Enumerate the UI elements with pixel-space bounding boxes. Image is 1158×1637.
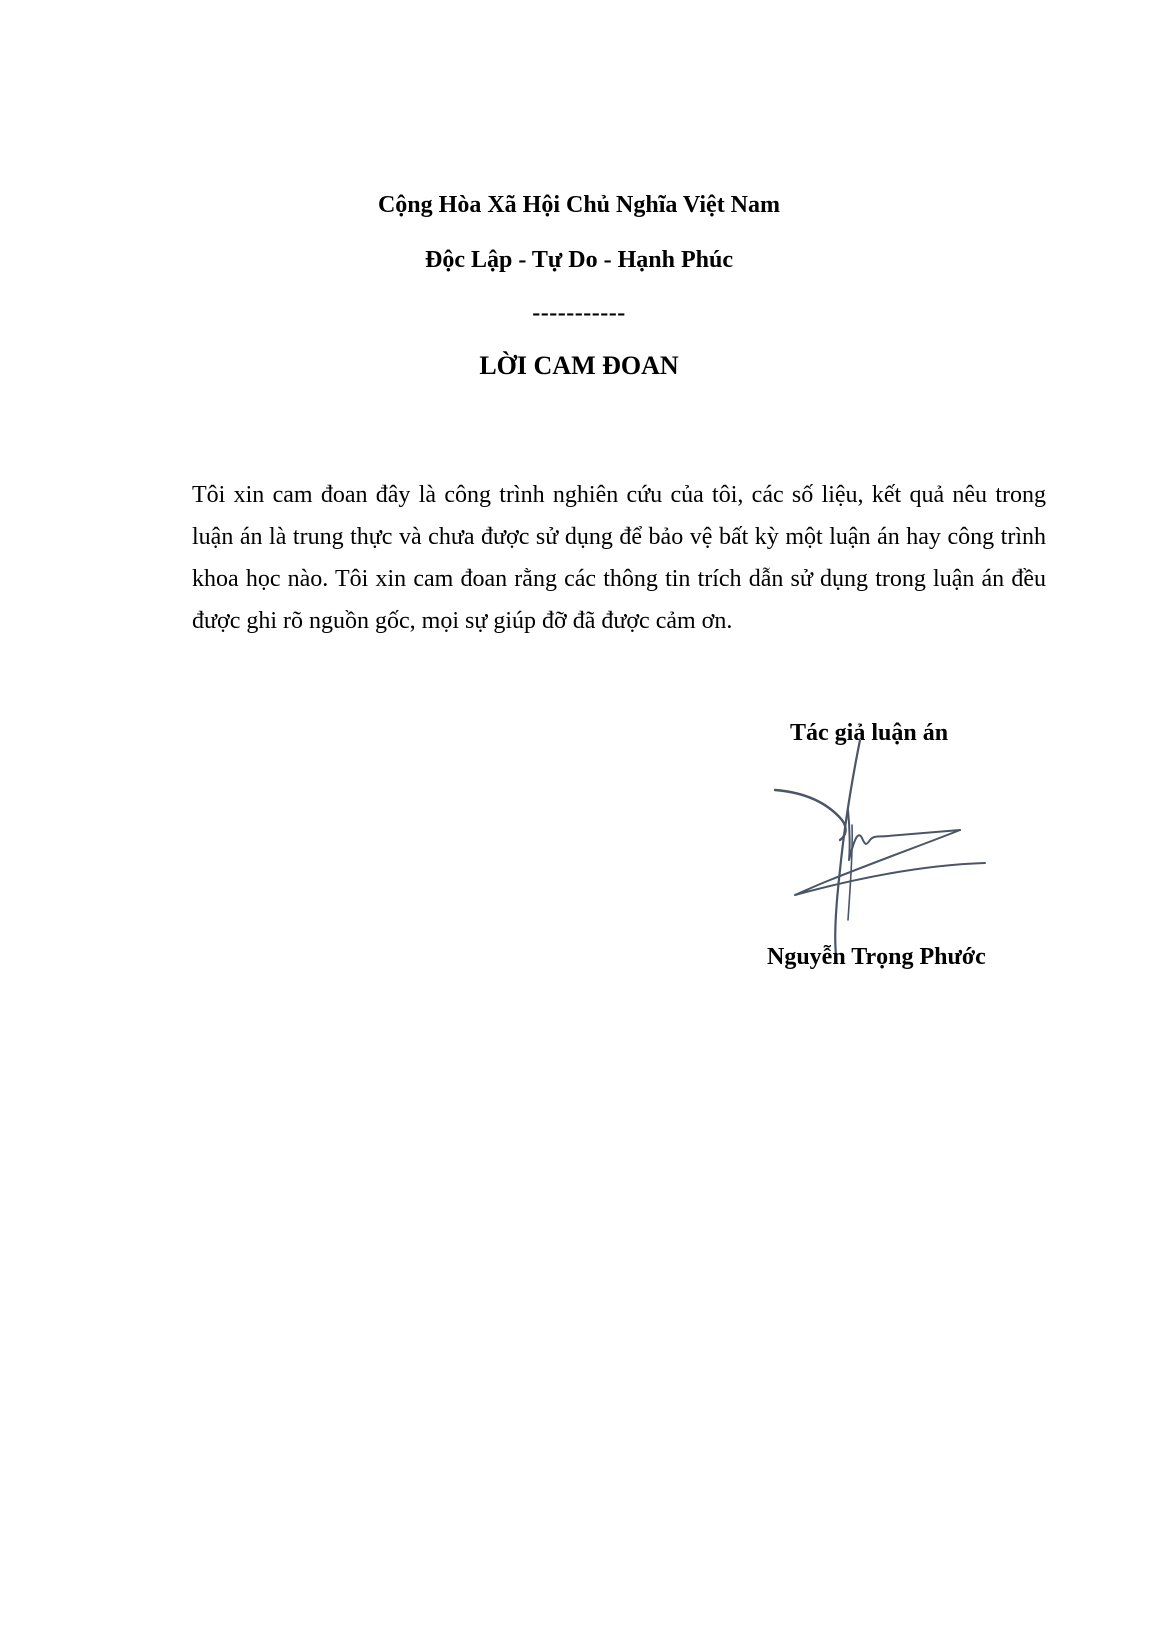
handwritten-signature bbox=[770, 740, 1010, 960]
nation-header: Cộng Hòa Xã Hội Chủ Nghĩa Việt Nam bbox=[377, 192, 781, 218]
author-name: Nguyễn Trọng Phước bbox=[767, 944, 986, 970]
page-title: LỜI CAM ĐOAN bbox=[479, 351, 679, 380]
declaration-paragraph: Tôi xin cam đoan đây là công trình nghiên cứu của tôi, các số liệu, kết quả nêu trong luận án là trung thực và chưa được sử dụng để bảo vệ bất kỳ một luận án hay công trình khoa học nào. Tôi xin cam đoan rằng các thông tin trích dẫn sử dụng trong luận án đều được ghi rõ nguồn gốc, mọi sự giúp đỡ đã được cảm ơn. bbox=[192, 482, 1046, 634]
header-divider: ----------- bbox=[532, 300, 626, 326]
motto: Độc Lập - Tự Do - Hạnh Phúc bbox=[424, 247, 733, 273]
signature-role: Tác giả luận án bbox=[790, 720, 949, 746]
